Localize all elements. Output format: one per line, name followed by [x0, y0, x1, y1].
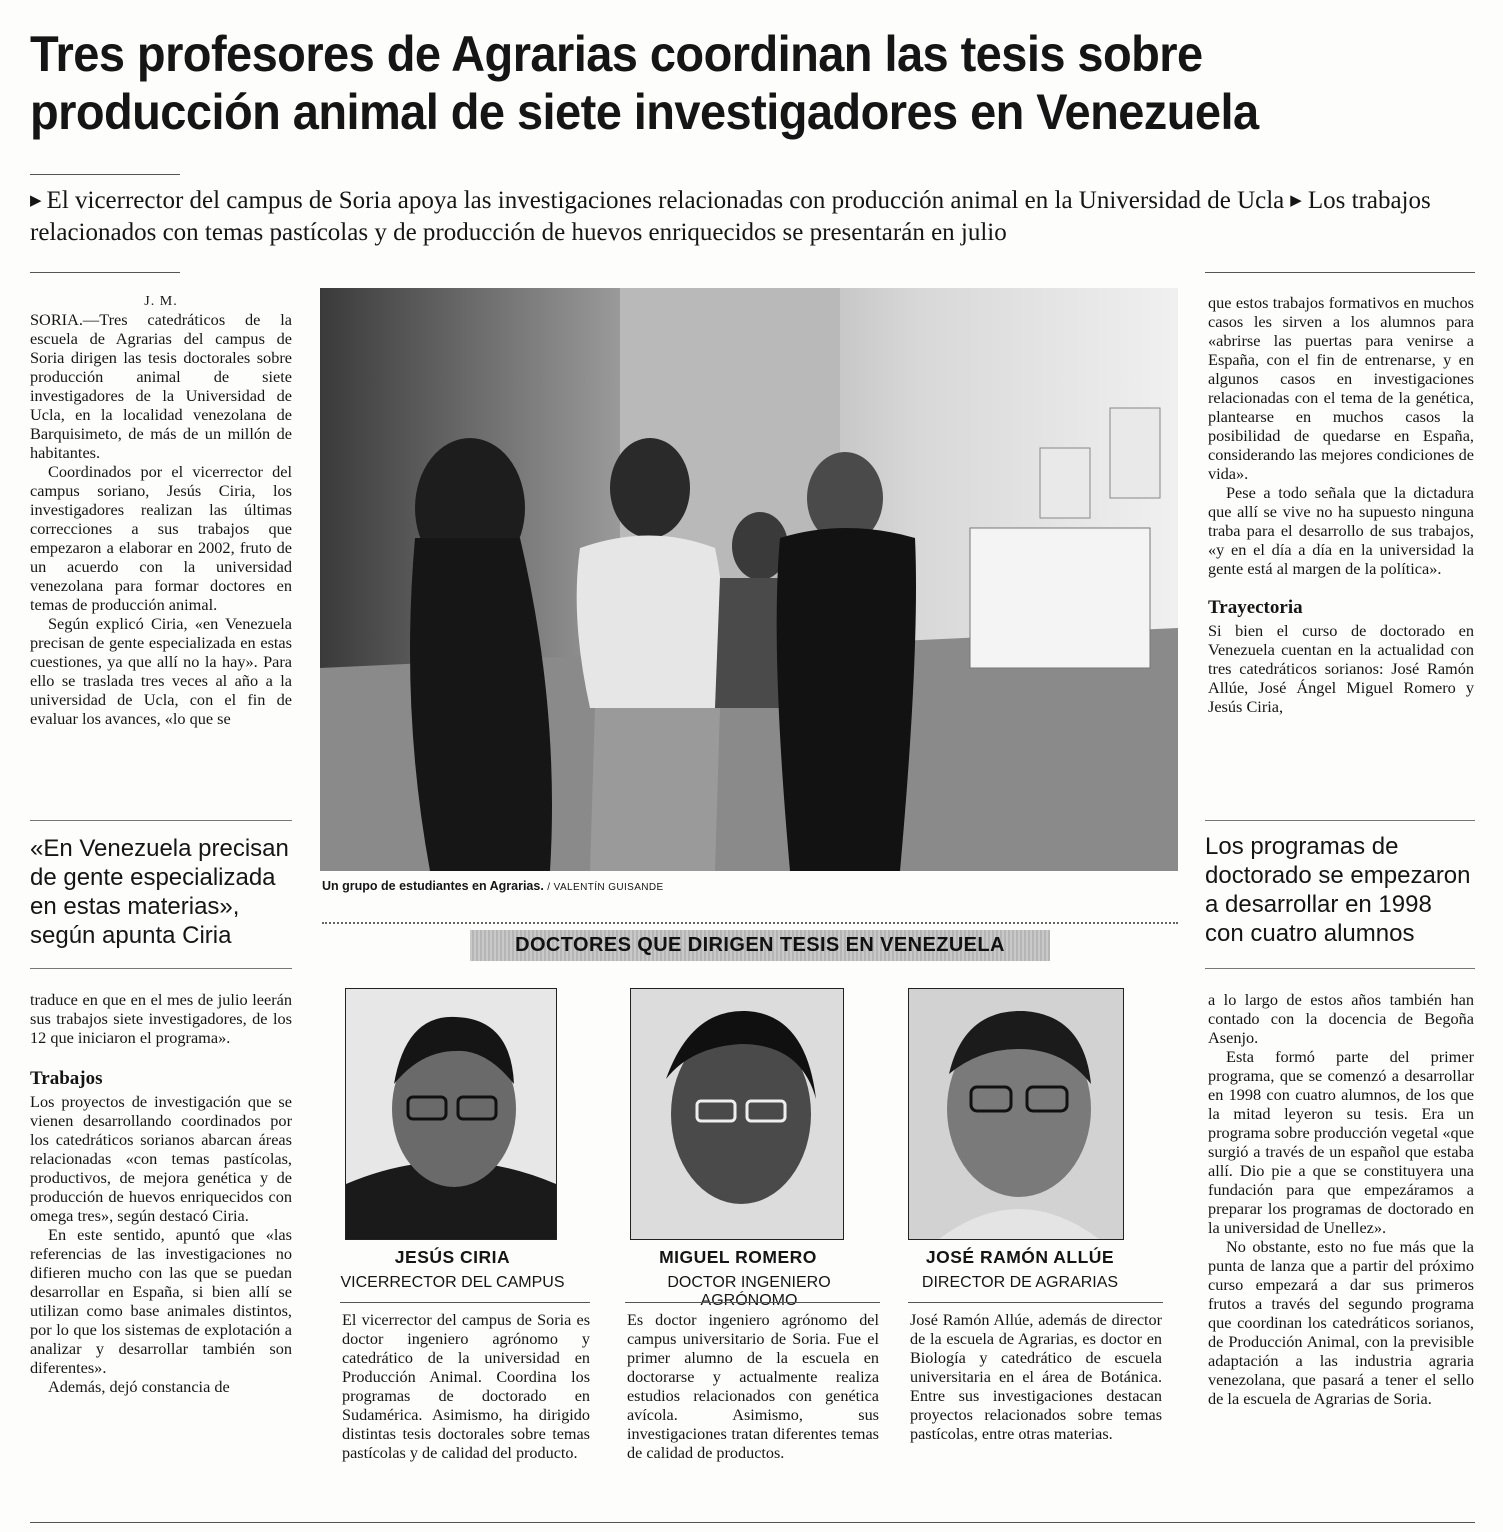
paragraph: Coordinados por el vicerrector del campus soriano, Jesús Ciria, los investigadores realizan las últimas correcciones a sus trabajos que empezaron a elaborar en 2002, fruto de un acuerdo con la universidad venezolana para formar doctores en temas de producción animal. [30, 462, 292, 614]
doctor-role: VICERRECTOR DEL CAMPUS [340, 1274, 565, 1291]
triangle-bullet-icon: ▶ [30, 193, 42, 209]
doctor-bio [627, 1311, 879, 1463]
subheadline [30, 185, 1460, 248]
doctor-bio [342, 1311, 590, 1463]
article-column-left-continued [30, 990, 292, 1396]
photo-caption [322, 879, 664, 893]
page-bottom-rule [30, 1522, 1475, 1523]
paragraph: Esta formó parte del primer programa, que se comenzó a desarrollar en 1998 con cuatro alumnos, de los que la mitad leyeron su tesis. Era un programa sobre producción vegetal «que surgió a través de un español que estaba allí. Dio pie a que se constituyera una fundación para que empezáramos a preparar los programas de doctorado en la universidad de Unellez». [1208, 1047, 1474, 1237]
divider [30, 272, 180, 273]
triangle-bullet-icon: ▶ [1290, 193, 1302, 209]
paragraph: a lo largo de estos años también han contado con la docencia de Begoña Asenjo. [1208, 990, 1474, 1047]
divider [30, 968, 292, 969]
subhead-2: Los trabajos relacionados con temas pastícolas y de producción de huevos enriquecidos se presentarán en julio [30, 187, 1431, 246]
doctor-name: JOSÉ RAMÓN ALLÚE [925, 1247, 1115, 1267]
section-heading-trayectoria: Trayectoria [1208, 597, 1303, 618]
divider [908, 1302, 1163, 1303]
divider [1205, 820, 1475, 821]
caption-text: Un grupo de estudiantes en Agrarias. [322, 879, 544, 893]
divider [30, 820, 292, 821]
article-column-left [30, 294, 292, 728]
portrait-jose-ramon-allue [908, 988, 1124, 1240]
divider [322, 922, 1178, 924]
paragraph: Según explicó Ciria, «en Venezuela precisan de gente especializada en estas cuestiones, ya que allí no la hay». Para ello se traslada tres veces al año a la universidad de Ucla, con el fin de evaluar los avances, «lo que se [30, 614, 292, 728]
divider [1205, 968, 1475, 969]
divider [340, 1302, 590, 1303]
byline: J. M. [144, 294, 178, 309]
paragraph: No obstante, esto no fue más que la punta de lanza que a partir del próximo curso empezará a dar sus primeros frutos a través del segundo programa que coordinan los catedráticos sorianos, de Producción Animal, con la previsible adaptación a las industria agraria venezolana, que pasará a tener el sello de la escuela de Agrarias de Soria. [1208, 1237, 1474, 1408]
section-banner: DOCTORES QUE DIRIGEN TESIS EN VENEZUELA [470, 930, 1050, 961]
photo-credit: / VALENTÍN GUISANDE [547, 882, 664, 893]
pull-quote-right: Los programas de doctorado se empezaron a desarrollar en 1998 con cuatro alumnos [1205, 833, 1471, 947]
divider [625, 1302, 880, 1303]
portrait-jesus-ciria [345, 988, 557, 1240]
bio-text: José Ramón Allúe, además de director de la escuela de Agrarias, es doctor en Biología y catedrático de escuela universitaria en el área de Botánica. Entre sus investigaciones destacan proyectos relacionados sobre temas pastícolas, entre otras materias. [910, 1311, 1162, 1443]
doctor-bio [910, 1311, 1162, 1444]
doctor-name: MIGUEL ROMERO [659, 1247, 817, 1267]
divider [30, 174, 180, 175]
paragraph: que estos trabajos formativos en muchos casos les sirven a los alumnos para «abrirse las puertas para venirse a España, con el fin de entrenarse, y en algunos casos en investigaciones relacionadas con el tema de la genética, plantearse en muchos casos la posibilidad de quedarse en España, considerando las mejores condiciones de vida». [1208, 293, 1474, 483]
subhead-1: El vicerrector del campus de Soria apoya las investigaciones relacionadas con producción animal en la Universidad de Ucla [46, 187, 1285, 214]
article-column-right-continued [1208, 990, 1474, 1408]
pull-quote-left: «En Venezuela precisan de gente especializada en estas materias», según apunta Ciria [30, 835, 289, 949]
article-column-right [1208, 293, 1474, 716]
section-heading-trabajos: Trabajos [30, 1068, 103, 1089]
divider [1205, 272, 1475, 273]
main-photo [320, 288, 1178, 871]
portrait-miguel-romero [630, 988, 844, 1240]
doctor-name: JESÚS CIRIA [394, 1247, 511, 1267]
headline: Tres profesores de Agrarias coordinan las tesis sobre producción animal de siete investigadores en Venezuela [30, 26, 1259, 140]
paragraph: Pese a todo señala que la dictadura que allí se vive no ha supuesto ninguna traba para el desarrollo de sus trabajos, «y en el día a día en la universidad la gente está al margen de la política». [1208, 483, 1474, 578]
paragraph: Los proyectos de investigación que se vienen desarrollando coordinados por los catedráticos sorianos abarcan áreas relacionadas «con temas pastícolas, productivos, de mejora genética y de producción de huevos enriquecidos con omega tres», según destacó Ciria. [30, 1092, 292, 1225]
doctor-role: DIRECTOR DE AGRARIAS [921, 1274, 1119, 1291]
paragraph: Además, dejó constancia de [48, 1377, 230, 1396]
doctor-role: DOCTOR INGENIERO AGRÓNOMO [667, 1274, 831, 1309]
bio-text: El vicerrector del campus de Soria es doctor ingeniero agrónomo y catedrático de la universidad en Producción Animal. Coordina los programas de doctorado en Sudamérica. Asimismo, ha dirigido distintas tesis doctorales sobre temas pastícolas y de calidad del producto. [342, 1311, 590, 1462]
paragraph: En este sentido, apuntó que «las referencias de las investigaciones no difieren mucho con las que se puedan desarrollar en España, si bien allí se utilizan como base animales distintos, por lo que los sistemas de explotación a analizar y desarrollar también son diferentes». [30, 1225, 292, 1377]
paragraph: Si bien el curso de doctorado en Venezuela cuentan en la actualidad con tres catedráticos sorianos: José Ramón Allúe, José Ángel Miguel Romero y Jesús Ciria, [1208, 621, 1474, 716]
paragraph: traduce en que en el mes de julio leerán sus trabajos siete investigadores, de los 12 que iniciaron el programa». [30, 990, 292, 1047]
students-photo-illustration [320, 288, 1178, 871]
bio-text: Es doctor ingeniero agrónomo del campus universitario de Soria. Fue el primer alumno de la escuela en doctorarse y actualmente realiza estudios relacionados con genética avícola. Asimismo, sus investigaciones tratan diferentes temas de calidad de productos. [627, 1311, 879, 1462]
paragraph: SORIA.—Tres catedráticos de la escuela de Agrarias del campus de Soria dirigen las tesis doctorales sobre producción animal de siete investigadores de la Universidad de Ucla, en la localidad venezolana de Barquisimeto, de más de un millón de habitantes. [30, 310, 292, 462]
